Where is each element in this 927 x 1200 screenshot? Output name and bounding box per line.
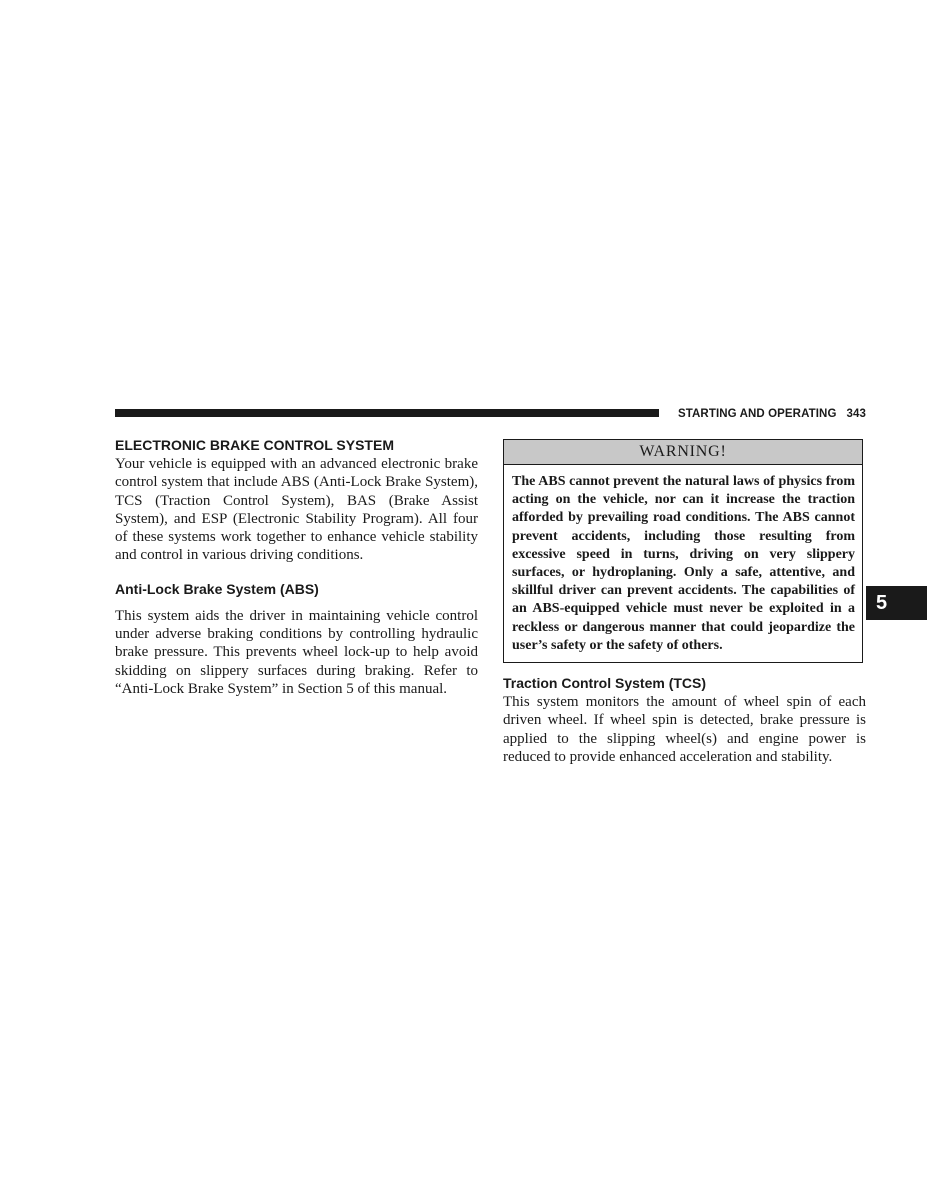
chapter-number: 5 <box>876 591 888 614</box>
header-rule <box>115 409 659 417</box>
chapter-tab <box>866 586 927 620</box>
abs-heading: Anti-Lock Brake System (ABS) <box>115 580 319 597</box>
warning-box <box>503 439 863 663</box>
intro-paragraph: Your vehicle is equipped with an advanced electronic brake control system that include ABS (Anti-Lock Brake System), TCS (Traction Control System), BAS (Brake Assist System), and ESP (Electronic Stability Program). All four of these systems work together to enhance vehicle stability and control in various driving conditions. <box>115 456 478 564</box>
abs-paragraph: This system aids the driver in maintaining vehicle control under adverse braking conditions by controlling hydraulic brake pressure. This prevents wheel lock-up to help avoid skidding on slippery surfaces during braking. Refer to “Anti-Lock Brake System” in Section 5 of this manual. <box>115 607 478 697</box>
tcs-paragraph: This system monitors the amount of wheel spin of each driven wheel. If wheel spin is detected, brake pressure is applied to the slipping wheel(s) and engine power is reduced to provide enhanced acceleration and stability. <box>503 694 866 765</box>
tcs-heading: Traction Control System (TCS) <box>503 675 707 692</box>
page-number: 343 <box>846 408 866 420</box>
warning-text: The ABS cannot prevent the natural laws of physics from acting on the vehicle, nor can it increase the traction afforded by prevailing road conditions. The ABS cannot prevent accidents, including those resulting from excessive speed in turns, driving on very slippery surfaces, or hydroplaning. Only a safe, attentive, and skillful driver can prevent accidents. The capabilities of an ABS-equipped vehicle must never be exploited in a reckless or dangerous manner that could jeopardize the user’s safety or the safety of others. <box>512 474 855 653</box>
running-head-section: STARTING AND OPERATING <box>677 408 837 420</box>
right-column <box>503 436 866 766</box>
section-heading: ELECTRONIC BRAKE CONTROL SYSTEM <box>115 437 394 453</box>
left-column <box>115 436 478 698</box>
warning-title: WARNING! <box>504 440 862 465</box>
running-head <box>668 408 866 420</box>
